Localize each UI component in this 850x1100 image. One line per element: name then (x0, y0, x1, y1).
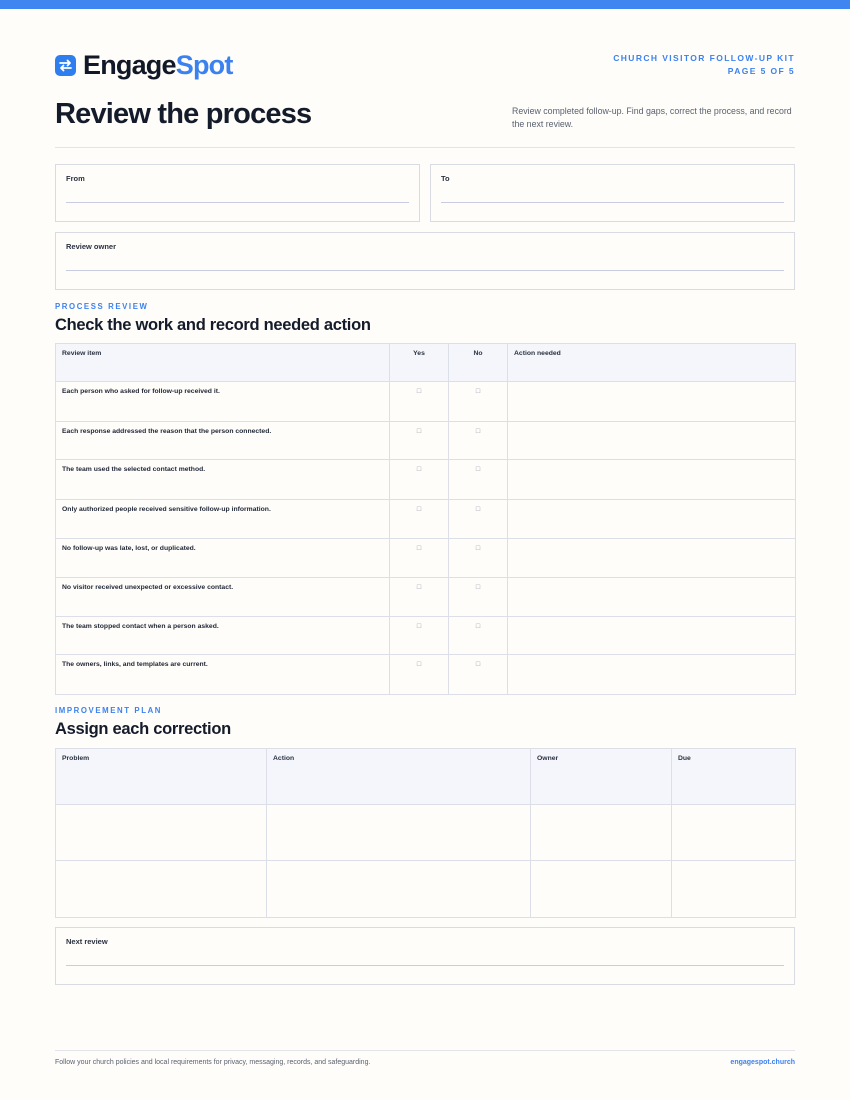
process-review-table (55, 343, 796, 695)
column-header-problem: Problem (56, 749, 267, 805)
yes-checkbox[interactable]: □ (416, 623, 422, 630)
column-header-action: Action (267, 749, 531, 805)
action-needed-cell[interactable] (508, 539, 796, 578)
review-item: Each response addressed the reason that the person connected. (56, 422, 390, 460)
yes-checkbox[interactable]: □ (416, 506, 422, 513)
action-needed-cell[interactable] (508, 578, 796, 617)
footer-site-link[interactable]: engagespot.church (730, 1059, 795, 1066)
table-row (56, 382, 796, 422)
brand-name (83, 50, 233, 80)
table-row (56, 460, 796, 500)
column-header-due: Due (672, 749, 796, 805)
review-item: Only authorized people received sensitive follow-up information. (56, 500, 390, 539)
owner-cell[interactable] (531, 861, 672, 918)
no-checkbox[interactable]: □ (475, 388, 481, 395)
improvement-plan-heading: Assign each correction (55, 720, 231, 738)
improvement-plan-table (55, 748, 796, 918)
to-field[interactable] (430, 164, 795, 222)
no-checkbox[interactable]: □ (475, 428, 481, 435)
table-row (56, 578, 796, 617)
action-cell[interactable] (267, 861, 531, 918)
no-checkbox[interactable]: □ (475, 466, 481, 473)
no-checkbox[interactable]: □ (475, 506, 481, 513)
kit-title: CHURCH VISITOR FOLLOW-UP KIT (613, 53, 795, 63)
no-checkbox[interactable]: □ (475, 623, 481, 630)
column-header-action-needed: Action needed (508, 344, 796, 382)
action-cell[interactable] (267, 805, 531, 861)
brand-logo (55, 50, 233, 80)
review-item: The owners, links, and templates are current. (56, 655, 390, 695)
action-needed-cell[interactable] (508, 382, 796, 422)
next-review-write-line (66, 965, 784, 966)
column-header-review-item: Review item (56, 344, 390, 382)
table-row (56, 422, 796, 460)
improvement-plan-eyebrow: IMPROVEMENT PLAN (55, 706, 163, 715)
review-item: The team used the selected contact method. (56, 460, 390, 500)
footer-note: Follow your church policies and local requirements for privacy, messaging, records, and safeguarding. (55, 1059, 371, 1066)
action-needed-cell[interactable] (508, 500, 796, 539)
action-needed-cell[interactable] (508, 617, 796, 655)
brand-name-part2: Spot (175, 50, 233, 80)
process-review-heading: Check the work and record needed action (55, 316, 371, 334)
yes-checkbox[interactable]: □ (416, 545, 422, 552)
yes-checkbox[interactable]: □ (416, 428, 422, 435)
header-divider (55, 147, 795, 148)
column-header-no: No (449, 344, 508, 382)
from-label: From (66, 174, 85, 183)
action-needed-cell[interactable] (508, 460, 796, 500)
next-review-field[interactable] (55, 927, 795, 985)
due-cell[interactable] (672, 861, 796, 918)
review-owner-field[interactable] (55, 232, 795, 290)
table-row (56, 861, 796, 918)
yes-checkbox[interactable]: □ (416, 584, 422, 591)
column-header-yes: Yes (390, 344, 449, 382)
no-checkbox[interactable]: □ (475, 584, 481, 591)
review-item: No follow-up was late, lost, or duplicated. (56, 539, 390, 578)
review-owner-write-line (66, 270, 784, 271)
table-row (56, 539, 796, 578)
action-needed-cell[interactable] (508, 655, 796, 695)
from-write-line (66, 202, 409, 203)
improvement-plan-header-row (56, 749, 796, 805)
table-row (56, 655, 796, 695)
review-item: Each person who asked for follow-up received it. (56, 382, 390, 422)
to-label: To (441, 174, 450, 183)
page-number: PAGE 5 OF 5 (727, 66, 795, 76)
page-intro: Review completed follow-up. Find gaps, correct the process, and record the next review. (512, 106, 792, 129)
table-row (56, 805, 796, 861)
no-checkbox[interactable]: □ (475, 545, 481, 552)
yes-checkbox[interactable]: □ (416, 466, 422, 473)
swap-arrows-icon (55, 55, 76, 76)
review-item: No visitor received unexpected or excessive contact. (56, 578, 390, 617)
table-row (56, 500, 796, 539)
kit-header (613, 52, 795, 78)
action-needed-cell[interactable] (508, 422, 796, 460)
problem-cell[interactable] (56, 861, 267, 918)
yes-checkbox[interactable]: □ (416, 661, 422, 668)
footer-divider (55, 1050, 795, 1051)
top-accent-bar (0, 0, 850, 9)
process-review-eyebrow: PROCESS REVIEW (55, 302, 149, 311)
problem-cell[interactable] (56, 805, 267, 861)
review-owner-label: Review owner (66, 242, 117, 251)
from-field[interactable] (55, 164, 420, 222)
no-checkbox[interactable]: □ (475, 661, 481, 668)
owner-cell[interactable] (531, 805, 672, 861)
column-header-owner: Owner (531, 749, 672, 805)
next-review-label: Next review (66, 937, 108, 946)
page-title: Review the process (55, 98, 312, 130)
brand-name-part1: Engage (83, 50, 176, 80)
review-item: The team stopped contact when a person asked. (56, 617, 390, 655)
due-cell[interactable] (672, 805, 796, 861)
process-review-header-row (56, 344, 796, 382)
to-write-line (441, 202, 784, 203)
table-row (56, 617, 796, 655)
yes-checkbox[interactable]: □ (416, 388, 422, 395)
